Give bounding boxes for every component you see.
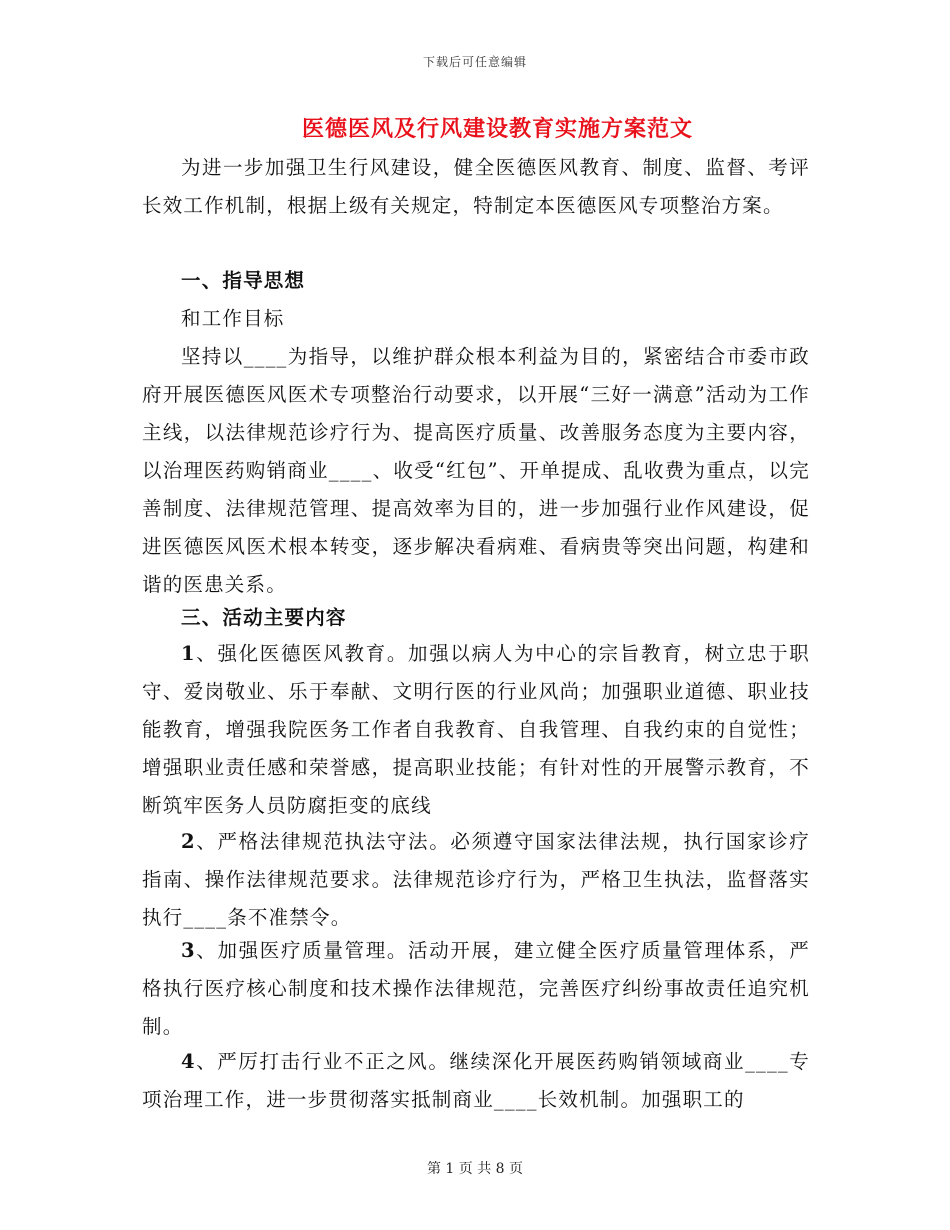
content-item-3 xyxy=(142,932,810,1046)
document-title: 医德医风及行风建设教育实施方案范文 xyxy=(301,116,693,142)
content-item-4 xyxy=(142,1043,810,1119)
section3-heading: 三、活动主要内容 xyxy=(181,606,347,629)
section1-body: 坚持以____为指导，以维护群众根本利益为目的，紧密结合市委市政府开展医德医风医术专项整治行动要求，以开展“三好一满意”活动为工作主线，以法律规范诊疗行为、提高医疗质量、改善服务态度为主要内容，以治理医药购销商业____、收受“红包”、开单提成、乱收费为重点，以完善制度、法律规范管理、提高效率为目的，进一步加强行业作风建设，促进医德医风医术根本转变，逐步解决看病难、看病贵等突出问题，构建和谐的医患关系。 xyxy=(142,345,810,596)
section1-subheading: 和工作目标 xyxy=(181,307,285,330)
item-number: 3 xyxy=(181,939,196,962)
item-number: 4 xyxy=(181,1050,196,1073)
item-text: 、严厉打击行业不正之风。继续深化开展医药购销领域商业____专项治理工作，进一步贯彻落实抵制商业____长效机制。加强职工的 xyxy=(142,1050,810,1111)
content-item-1 xyxy=(142,635,810,825)
header-note: 下载后可任意编辑 xyxy=(422,55,527,69)
item-number: 1 xyxy=(181,642,196,665)
intro-paragraph: 为进一步加强卫生行风建设，健全医德医风教育、制度、监督、考评长效工作机制，根据上级有关规定，特制定本医德医风专项整治方案。 xyxy=(142,156,810,217)
page-number-footer: 第 1 页 共 8 页 xyxy=(426,1161,524,1177)
item-number: 2 xyxy=(181,830,196,853)
item-text: 、强化医德医风教育。加强以病人为中心的宗旨教育，树立忠于职守、爱岗敬业、乐于奉献、文明行医的行业风尚；加强职业道德、职业技能教育，增强我院医务工作者自我教育、自我管理、自我约束的自觉性；增强职业责任感和荣誉感，提高职业技能；有针对性的开展警示教育，不断筑牢医务人员防腐拒变的底线 xyxy=(142,642,810,817)
section1-heading: 一、指导思想 xyxy=(181,269,306,292)
content-item-2 xyxy=(142,823,810,937)
item-text: 、加强医疗质量管理。活动开展，建立健全医疗质量管理体系，严格执行医疗核心制度和技术操作法律规范，完善医疗纠纷事故责任追究机制。 xyxy=(142,939,810,1038)
item-text: 、严格法律规范执法守法。必须遵守国家法律法规，执行国家诊疗指南、操作法律规范要求。法律规范诊疗行为，严格卫生执法，监督落实执行____条不准禁令。 xyxy=(142,830,810,929)
